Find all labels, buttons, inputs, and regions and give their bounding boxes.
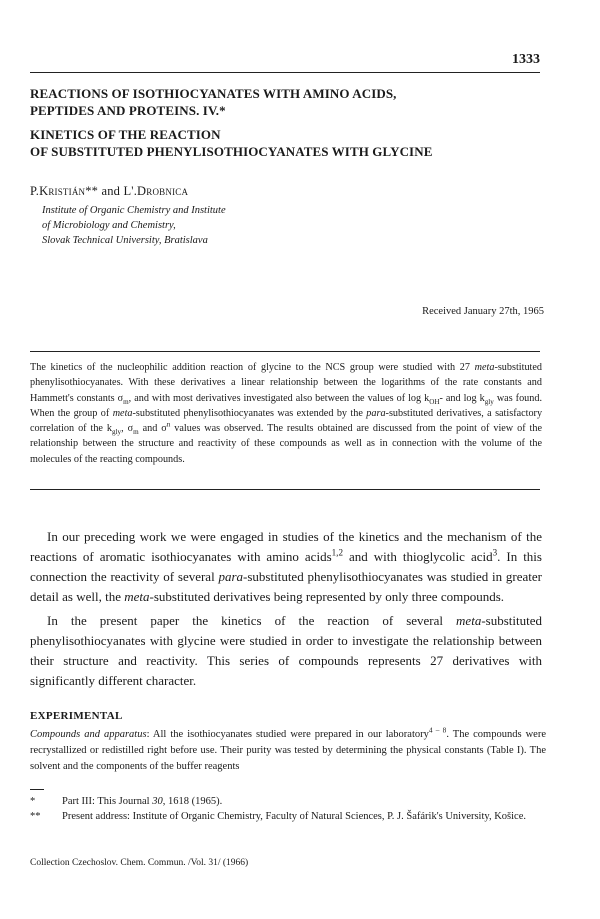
- footnote: * Part III: This Journal 30, 1618 (1965).: [30, 796, 223, 807]
- author-footnote-mark: **: [85, 184, 99, 198]
- affiliation: [42, 203, 442, 248]
- journal-footer: Collection Czechoslov. Chem. Commun. /Vol. 31/ (1966): [30, 858, 249, 868]
- section-heading: EXPERIMENTAL: [30, 710, 123, 722]
- footnote: ** Present address: Institute of Organic Chemistry, Faculty of Natural Sciences, P. J. Šafárik's University, Košice.: [30, 811, 526, 822]
- experimental-paragraph: Compounds and apparatus: All the isothiocyanates studied were prepared in our laboratory$^{4 - 8}$. The compounds were recrystallized or redistilled right before use. Their purity was tested by determining the physical constants (Table I). The solvent and the components of the buffer reagents: [30, 725, 546, 772]
- intro-paragraph: In the present paper the kinetics of the reaction of several meta-substituted phenylisothiocyanates with glycine were studied in order to investigate the relationship between their structure and reactivity. This series of compounds represents 27 derivatives with significantly different character.: [30, 613, 542, 688]
- article-subtitle: [30, 126, 550, 160]
- author-name: P.Kristián: [30, 184, 86, 198]
- abstract-top-rule: [30, 351, 540, 352]
- authors: [30, 184, 188, 199]
- abstract-bottom-rule: [30, 489, 540, 490]
- title-line: PEPTIDES AND PROTEINS. IV.*: [30, 103, 226, 118]
- title-line: OF SUBSTITUTED PHENYLISOTHIOCYANATES WITH GLYCINE: [30, 144, 433, 159]
- title-line: KINETICS OF THE REACTION: [30, 127, 221, 142]
- abstract: The kinetics of the nucleophilic addition reaction of glycine to the NCS group were studied with 27 meta-substituted phenylisothiocyanates. With these derivatives a linear relationship between the logarithms of the rate constants and Hammett's constants $\sigma_m$, and with most derivatives investigated also between the values of $\log k_{OH}-$ and $\log k_{gly}$ was found. When the group of meta-substituted phenylisothiocyanates was extended by the para-substituted derivatives, a satisfactory correlation of the $k_{gly}$, $\sigma_m$ and $\sigma^n$ values was observed. The results obtained are discussed from the point of view of the relationship between the structure and reactivity of these compounds as well as in connection with the volume of the molecules of the reacting compounds.: [30, 362, 543, 465]
- page-number: 1333: [512, 52, 540, 67]
- author-name: L'.Drobnica: [123, 184, 189, 198]
- author-conjunction: and: [101, 184, 121, 198]
- footnote-rule: [30, 789, 44, 790]
- article-title: [30, 85, 550, 119]
- header-rule: [30, 72, 540, 73]
- footnotes: [30, 794, 546, 824]
- title-line: REACTIONS OF ISOTHIOCYANATES WITH AMINO ACIDS,: [30, 86, 397, 101]
- affiliation-line: of Microbiology and Chemistry,: [42, 220, 176, 231]
- received-date: Received January 27th, 1965: [422, 306, 544, 317]
- intro-paragraph: In our preceding work we were engaged in studies of the kinetics and the mechanism of the reactions of aromatic isothiocyanates with amino acids$^{1,2}$ and with thioglycolic acid$^3$. In this connection the reactivity of several para-substituted phenylisothiocyanates was studied in greater detail as well, the meta-substituted derivatives being represented by only three compounds.: [30, 529, 542, 604]
- affiliation-line: Institute of Organic Chemistry and Institute: [42, 205, 226, 216]
- affiliation-line: Slovak Technical University, Bratislava: [42, 235, 208, 246]
